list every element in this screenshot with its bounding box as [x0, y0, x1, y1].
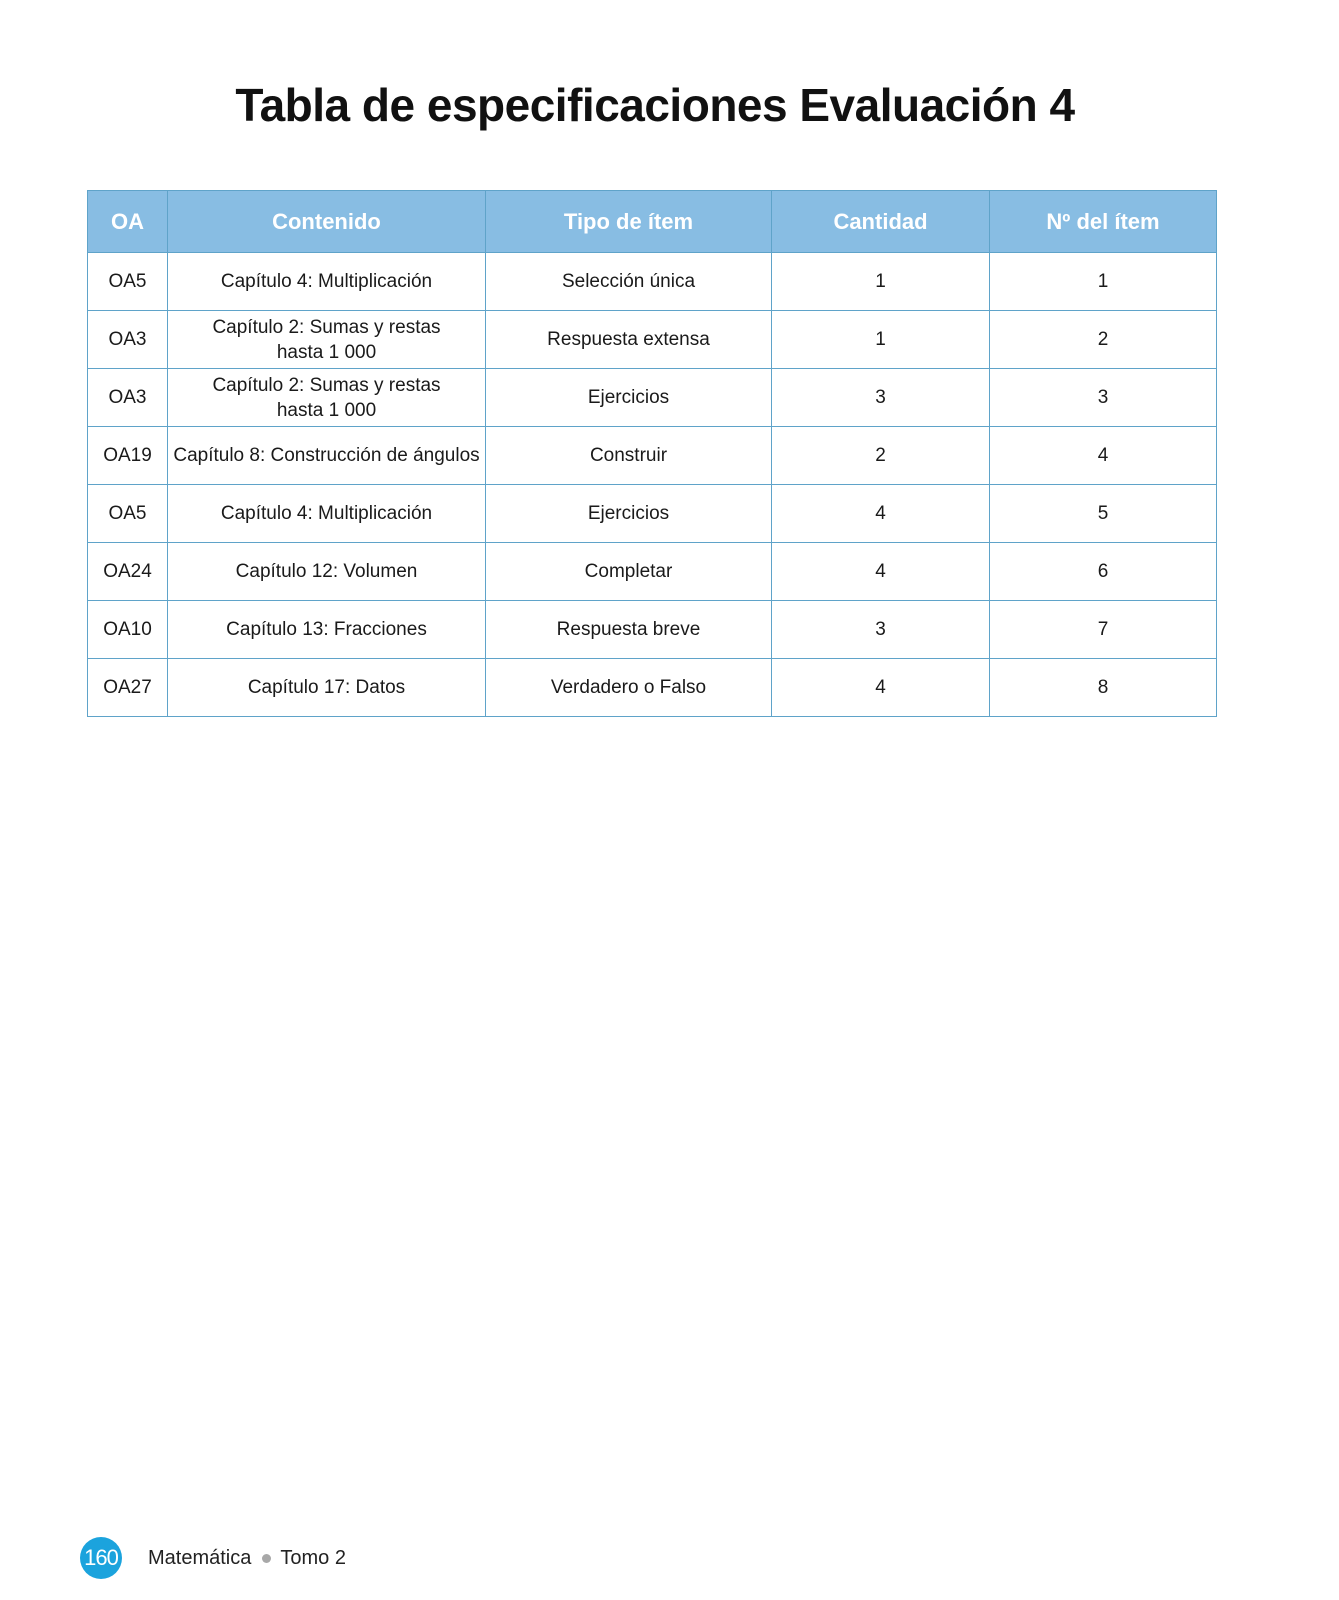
cell-contenido: Capítulo 8: Construcción de ángulos [168, 427, 486, 485]
cell-cantidad: 2 [772, 427, 990, 485]
cell-oa: OA27 [88, 659, 168, 717]
cell-oa: OA19 [88, 427, 168, 485]
cell-numero: 1 [990, 253, 1217, 311]
cell-numero: 4 [990, 427, 1217, 485]
cell-oa: OA10 [88, 601, 168, 659]
cell-cantidad: 4 [772, 659, 990, 717]
table-row [88, 427, 1217, 485]
cell-cantidad: 3 [772, 369, 990, 427]
cell-numero: 2 [990, 311, 1217, 369]
page-title: Tabla de especificaciones Evaluación 4 [235, 79, 1075, 131]
table-row [88, 311, 1217, 369]
cell-contenido: Capítulo 12: Volumen [168, 543, 486, 601]
header-oa: OA [88, 191, 168, 253]
footer-subject: Matemática [148, 1546, 252, 1569]
cell-contenido-text: Capítulo 2: Sumas y restas hasta 1 000 [212, 316, 441, 363]
page-number-badge: 160 [80, 1537, 122, 1579]
cell-cantidad: 3 [772, 601, 990, 659]
cell-tipo: Ejercicios [486, 485, 772, 543]
cell-tipo: Ejercicios [486, 369, 772, 427]
cell-tipo: Verdadero o Falso [486, 659, 772, 717]
cell-contenido: Capítulo 17: Datos [168, 659, 486, 717]
header-cantidad: Cantidad [772, 191, 990, 253]
cell-cantidad: 1 [772, 253, 990, 311]
table-row [88, 659, 1217, 717]
table-row [88, 543, 1217, 601]
cell-oa: OA3 [88, 311, 168, 369]
table-row [88, 485, 1217, 543]
cell-contenido-text: Capítulo 2: Sumas y restas hasta 1 000 [212, 374, 441, 421]
cell-numero: 5 [990, 485, 1217, 543]
cell-tipo: Construir [486, 427, 772, 485]
cell-cantidad: 4 [772, 485, 990, 543]
cell-numero: 3 [990, 369, 1217, 427]
cell-oa: OA24 [88, 543, 168, 601]
cell-cantidad: 4 [772, 543, 990, 601]
specifications-table [87, 190, 1217, 717]
cell-tipo: Respuesta extensa [486, 311, 772, 369]
cell-contenido: Capítulo 13: Fracciones [168, 601, 486, 659]
cell-tipo: Selección única [486, 253, 772, 311]
cell-tipo: Completar [486, 543, 772, 601]
table-row [88, 369, 1217, 427]
cell-oa: OA5 [88, 485, 168, 543]
table-row [88, 253, 1217, 311]
page-footer [80, 1537, 346, 1579]
bullet-dot-icon [262, 1554, 271, 1563]
cell-contenido: Capítulo 4: Multiplicación [168, 253, 486, 311]
cell-cantidad: 1 [772, 311, 990, 369]
cell-oa: OA3 [88, 369, 168, 427]
cell-contenido: Capítulo 4: Multiplicación [168, 485, 486, 543]
table-row [88, 601, 1217, 659]
header-numero-item: Nº del ítem [990, 191, 1217, 253]
cell-numero: 6 [990, 543, 1217, 601]
cell-contenido [168, 369, 486, 427]
cell-numero: 7 [990, 601, 1217, 659]
cell-tipo: Respuesta breve [486, 601, 772, 659]
footer-volume: Tomo 2 [280, 1546, 346, 1569]
cell-oa: OA5 [88, 253, 168, 311]
table-header-row [88, 191, 1217, 253]
header-tipo-de-item: Tipo de ítem [486, 191, 772, 253]
cell-numero: 8 [990, 659, 1217, 717]
header-contenido: Contenido [168, 191, 486, 253]
cell-contenido [168, 311, 486, 369]
